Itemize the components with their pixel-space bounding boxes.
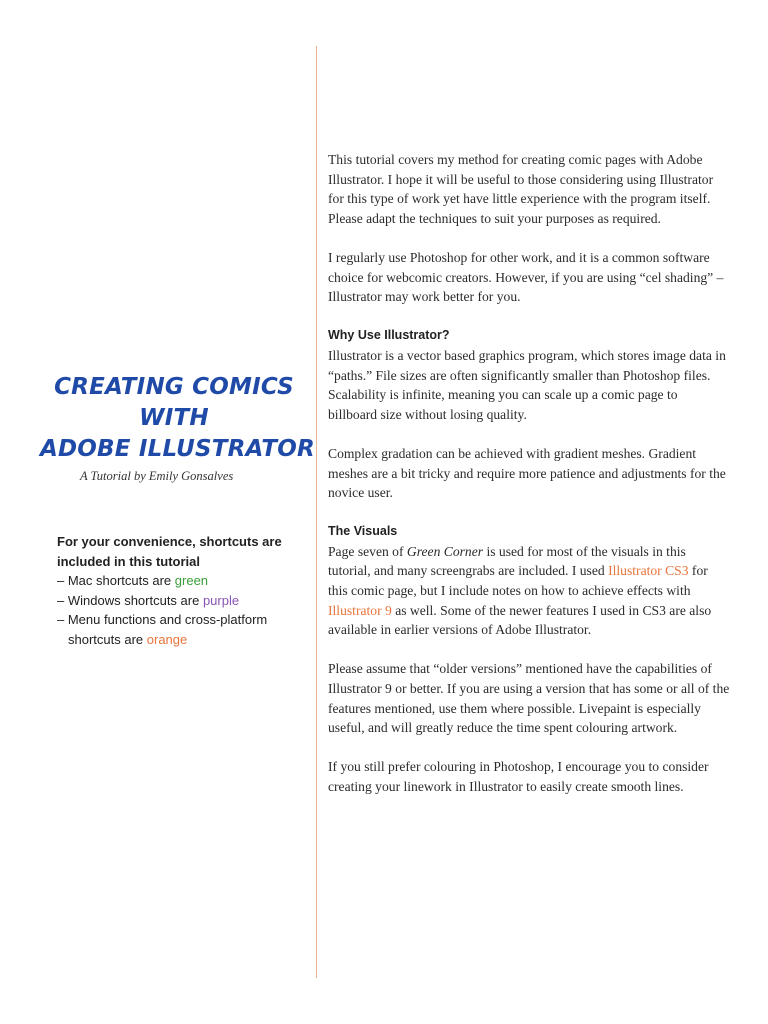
visuals-text-4: as well. Some of the newer features I used in CS3 are also available in earlier versions of Adobe Illustrator. (328, 602, 712, 638)
illustrator-cs3-highlight: Illustrator CS3 (608, 563, 689, 579)
shortcut-mac (57, 571, 297, 591)
intro-paragraph-1: This tutorial covers my method for creating comic pages with Adobe Illustrator. I hope it will be useful to those considering using Illustrator for this type of work yet have little experience with the program itself. Please adapt the techniques to suit your purposes as required. (328, 152, 714, 226)
shortcut-menu-color-word: orange (146, 631, 188, 647)
shortcuts-heading: For your convenience, shortcuts are included in this tutorial (57, 534, 282, 569)
body-text (328, 150, 730, 816)
shortcuts-legend (57, 532, 297, 650)
shortcut-windows-color-word: purple (202, 592, 240, 608)
visuals-text-3: for this comic page, but I include notes on how to achieve effects with (328, 563, 708, 599)
document-title (40, 372, 315, 465)
byline: A Tutorial by Emily Gonsalves (80, 469, 234, 483)
visuals-paragraph-3: If you still prefer colouring in Photoshop, I encourage you to consider creating your linework in Illustrator to easily create smooth lines. (328, 759, 709, 794)
title-line-3: ADOBE ILLUSTRATOR (40, 436, 315, 462)
visuals-paragraph-2: Please assume that “older versions” mentioned have the capabilities of Illustrator 9 or better. If you are using a version that has some or all of the features mentioned, use them where possible. Livepaint is especially useful, and will greatly reduce the time spent colouring artwork. (328, 661, 730, 736)
title-line-2: WITH (139, 405, 209, 431)
shortcuts-list (57, 571, 297, 649)
why-heading: Why Use Illustrator? (328, 328, 450, 343)
visuals-heading: The Visuals (328, 524, 398, 539)
shortcut-mac-label: – Mac shortcuts are (57, 573, 175, 589)
why-paragraph-2: Complex gradation can be achieved with gradient meshes. Gradient meshes are a bit tricky and require more patience and adjustments for the novice user. (328, 445, 726, 501)
intro-paragraph-2: I regularly use Photoshop for other work, and it is a common software choice for webcomic creators. However, if you are using “cel shading” – Illustrator may work better for you. (328, 249, 724, 305)
shortcut-windows-label: – Windows shortcuts are (57, 592, 203, 608)
column-divider (316, 46, 317, 978)
why-paragraph-1: Illustrator is a vector based graphics program, which stores image data in “paths.” File sizes are often significantly smaller than Photoshop files. Scalability is infinite, meaning you can scale up a comic page to billboard size without losing quality. (328, 347, 726, 422)
visuals-text-1: Page seven of (328, 543, 407, 559)
visuals-paragraph-1 (328, 542, 730, 640)
illustrator-9-highlight: Illustrator 9 (328, 602, 392, 618)
visuals-text-2: is used for most of the visuals in this tutorial, and many screengrabs are included. I used (328, 543, 686, 579)
shortcut-menu-label: – Menu functions and cross-platform shortcuts are (57, 612, 268, 647)
comic-title: Green Corner (406, 543, 484, 559)
shortcut-menu (57, 610, 297, 649)
title-line-1: CREATING COMICS (54, 374, 294, 400)
shortcut-windows (57, 591, 297, 611)
shortcut-mac-color-word: green (174, 573, 209, 589)
